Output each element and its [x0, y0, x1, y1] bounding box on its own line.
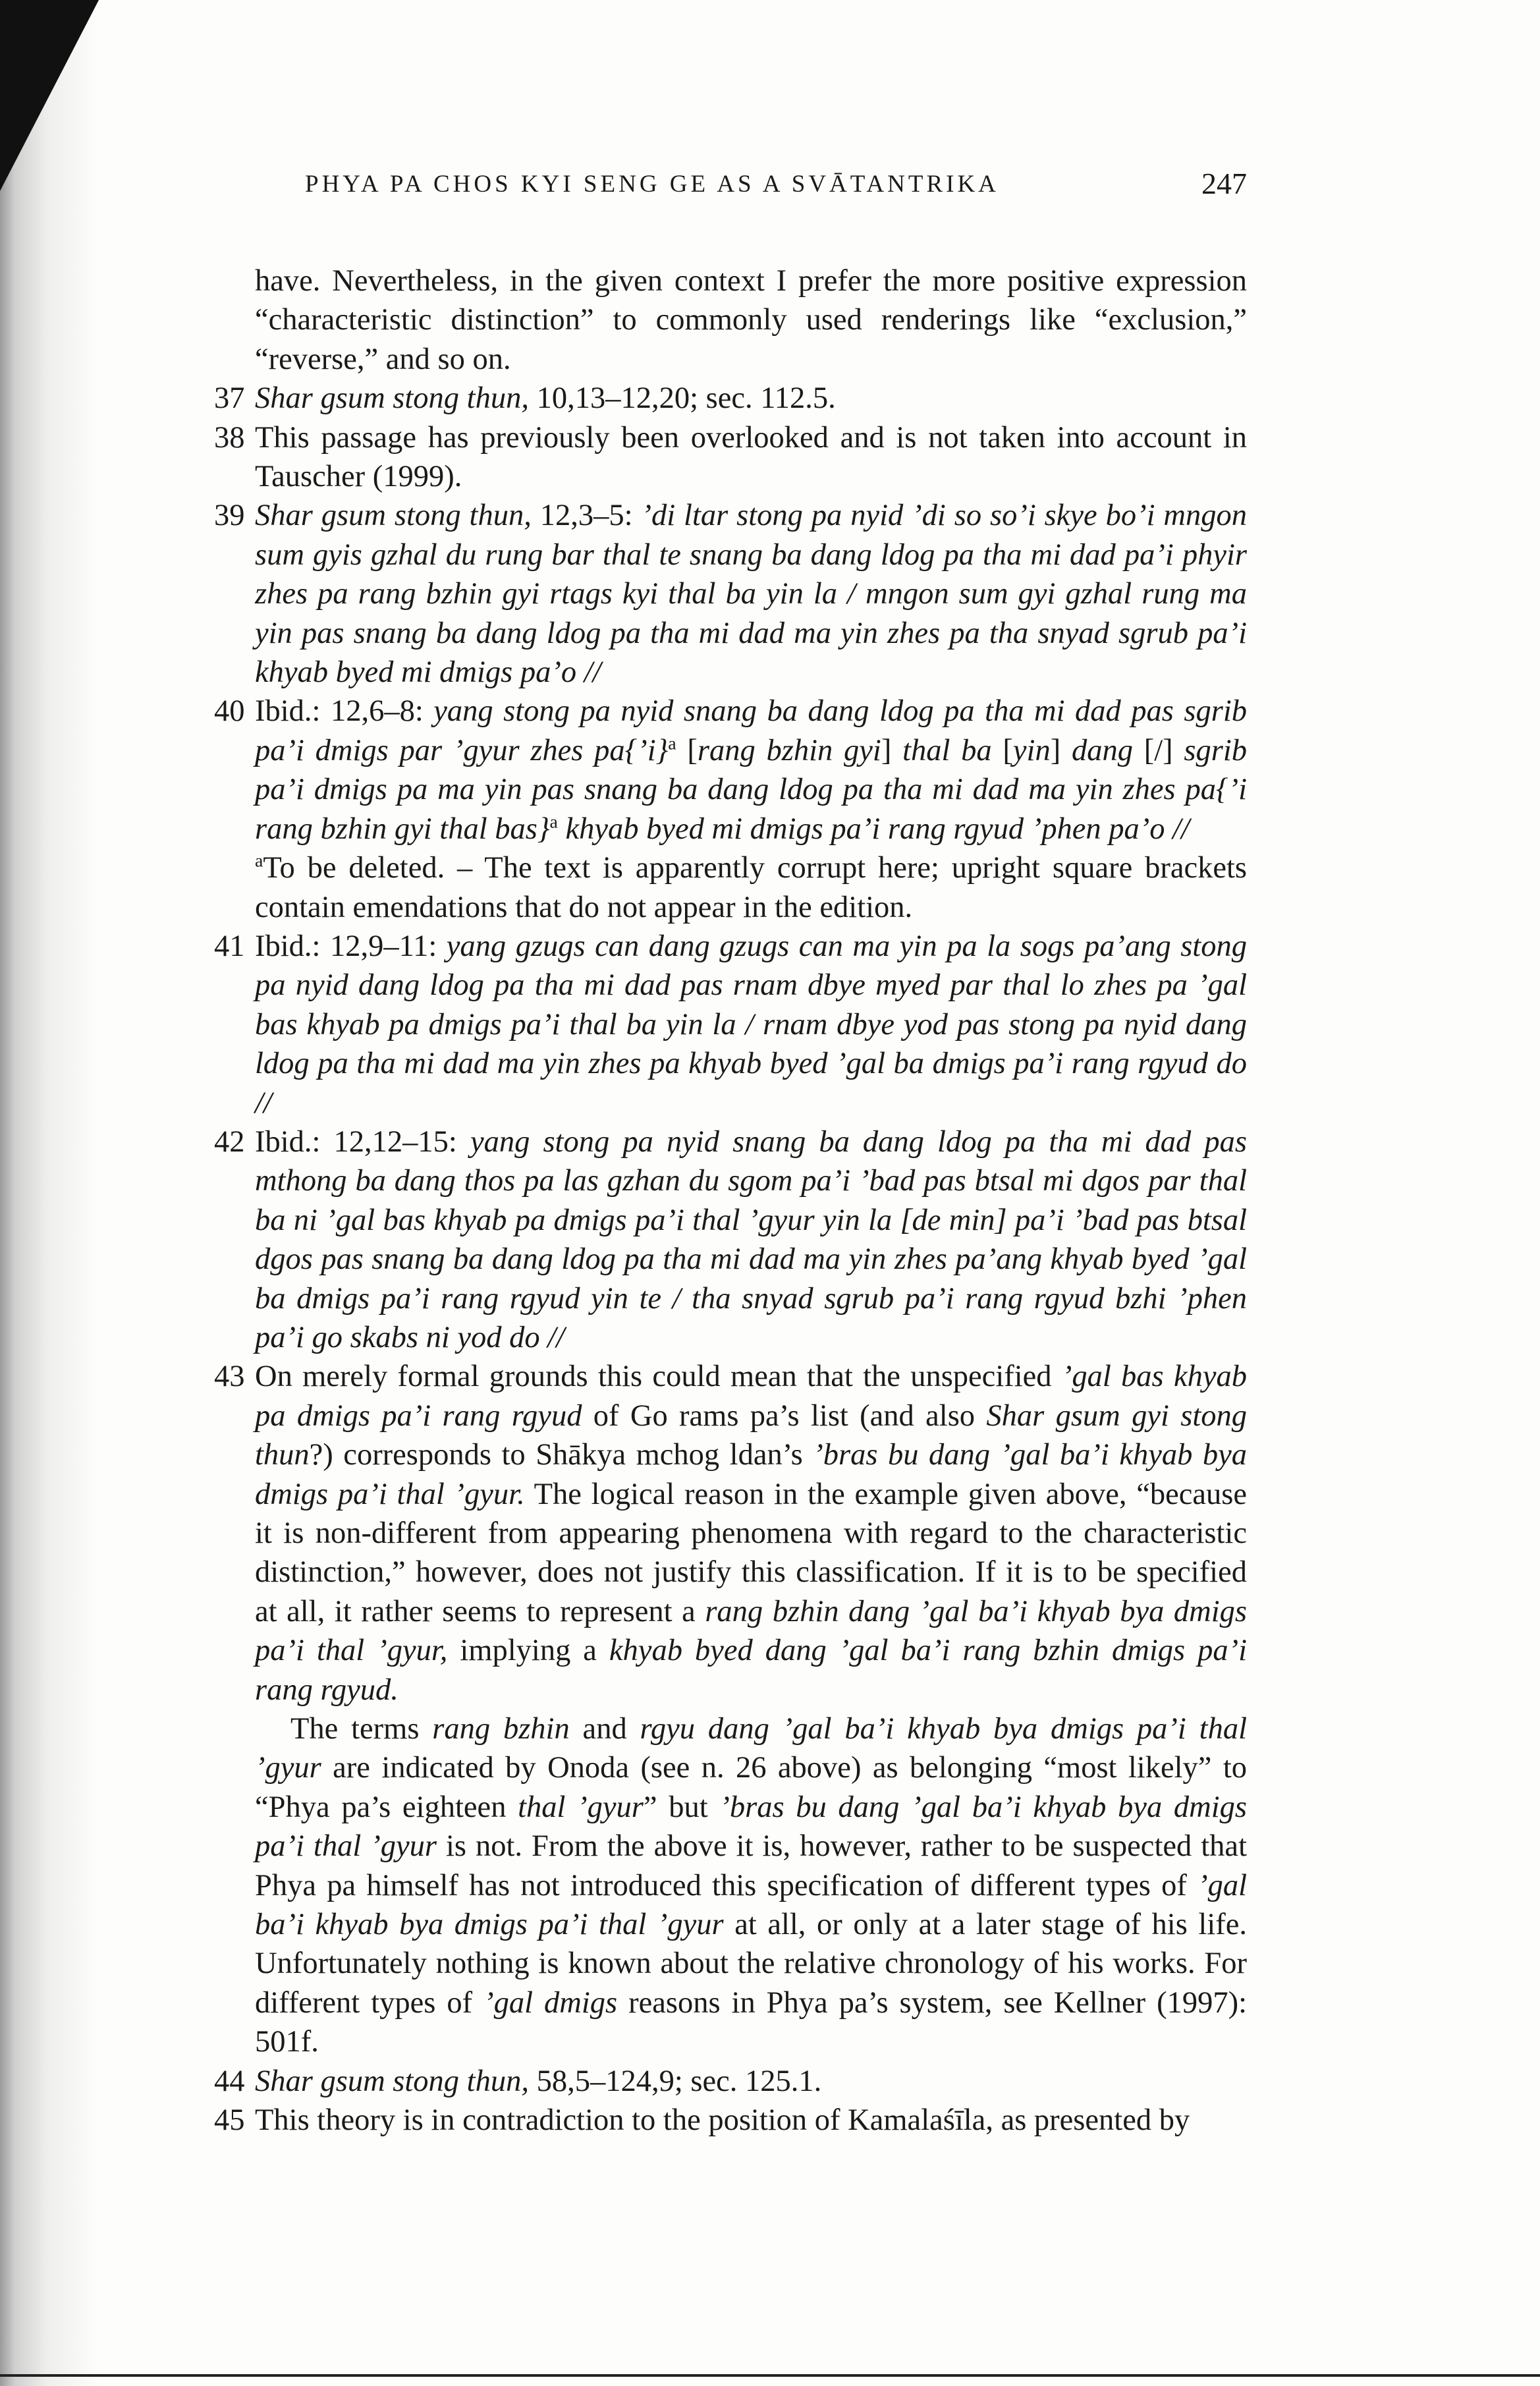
footnote-text: This theory is in contradiction to the position of Kamalaśīla, as presented by — [255, 2103, 1190, 2138]
tibetan-quote: yang stong pa nyid snang ba dang ldog pa tha mi dad pas sgrib pa’i dmigs par ’gyur zhes pa{’i} — [255, 694, 1247, 767]
tibetan-quote: rang bzhin gyi — [697, 733, 881, 767]
scan-shadow — [0, 0, 99, 2386]
tibetan-term: thal ’gyur — [518, 1790, 644, 1824]
tibetan-term: ’gal bas khyab pa dmigs pa’i rang rgyud — [255, 1360, 1247, 1433]
footnote-41 — [215, 927, 1247, 1123]
footnote-40 — [215, 692, 1247, 926]
source-title: Shar gsum stong thun, — [255, 2064, 529, 2098]
tibetan-quote: sgrib pa’i dmigs pa ma yin pas snang ba dang ldog pa tha mi dad ma yin zhes pa{’i rang bzhin gyi thal bas} — [255, 733, 1247, 846]
source-ref: 12,3–5: — [531, 499, 642, 533]
footnote-38 — [215, 418, 1247, 497]
scan-bottom-edge — [0, 2374, 1540, 2377]
footnote-number: 41 — [214, 929, 245, 963]
footnote-paragraph — [255, 1357, 1247, 1709]
tibetan-quote: yang stong pa nyid snang ba dang ldog pa tha mi dad pas mthong ba dang thos pa las gzhan du sgom pa’i ’bad pas btsal mi dgos par thal ba ni ’gal bas khyab pa dmigs pa’i thal ’gyur yin la [de min] pa’i ’bad pas btsal dgos pas snang ba dang ldog pa tha mi dad ma yin zhes pa’ang khyab byed ’gal ba dmigs pa’i rang rgyud yin te / tha snyad sgrub pa’i rang rgyud bzhi ’phen pa’i go skabs ni yod do // — [255, 1124, 1247, 1354]
source-title: Shar gsum stong thun, — [255, 381, 529, 416]
sub-footnote-text: To be deleted. – The text is apparently corrupt here; upright square brackets contain emendations that do not appear in the edition. — [255, 851, 1247, 924]
tibetan-quote: yin — [1012, 733, 1051, 767]
footnote-37 — [215, 379, 1247, 418]
footnote-42 — [215, 1123, 1247, 1357]
text-run: On merely formal grounds this could mean that the unspecified — [255, 1360, 1062, 1394]
tibetan-quote: ’di ltar stong pa nyid ’di so so’i skye bo’i mngon sum gyis gzhal du rung bar thal te snang ba dang ldog pa tha mi dad pa’i phyir zhes pa rang bzhin gyi rtags kyi thal ba yin la / mngon sum gyi gzhal rung ma yin pas snang ba dang ldog pa tha mi dad ma yin zhes pa tha snyad sgrub pa’i khyab byed mi dmigs pa’o // — [255, 499, 1247, 690]
footnote-45 — [215, 2101, 1247, 2140]
tibetan-quote: yang gzugs can dang gzugs can ma yin pa la sogs pa’ang stong pa nyid dang ldog pa tha mi dad pas rnam dbye myed par thal lo zhes pa ’gal bas khyab pa dmigs pa’i thal ba yin la / rnam dbye yod pas stong pa nyid dang ldog pa tha mi dad ma yin zhes pa khyab byed ’gal ba dmigs pa’i rang rgyud do // — [255, 929, 1247, 1120]
source-ref: Ibid.: 12,9–11: — [255, 929, 447, 963]
page-number: 247 — [1201, 167, 1247, 200]
footnote-number: 44 — [214, 2064, 245, 2098]
footnote-43 — [215, 1357, 1247, 2061]
text-run: The terms — [290, 1712, 433, 1746]
text-run: and — [569, 1712, 640, 1746]
source-ref: Ibid.: 12,12–15: — [255, 1124, 470, 1159]
tibetan-term: rgyu dang ’gal ba’i khyab bya dmigs pa’i thal ’gyur — [255, 1712, 1247, 1785]
text-run: ” but — [643, 1790, 720, 1824]
running-title: PHYA PA CHOS KYI SENG GE AS A SVĀTANTRIKA — [305, 171, 999, 198]
footnote-number: 43 — [214, 1360, 245, 1394]
tibetan-quote: dang — [1071, 733, 1133, 767]
tibetan-term: ’bras bu dang ’gal ba’i khyab bya dmigs pa’i thal ’gyur — [255, 1790, 1247, 1864]
bracket: [/] — [1132, 733, 1184, 767]
footnote-number: 39 — [214, 499, 245, 533]
text-run: reasons in Phya pa’s system, see Kellner (1997): 501f. — [255, 1985, 1248, 2059]
text-run: The logical reason in the example given above, “because it is non-different from appearing phenomena with regard to the characteristic distinction,” however, does not justify this classification. If it is to be specified at all, it rather seems to represent a — [255, 1477, 1247, 1628]
footnote-number: 38 — [214, 420, 245, 455]
text-run: is not. From the above it is, however, rather to be suspected that Phya pa himself has not introduced this specification of different types of — [255, 1829, 1247, 1902]
bracket: [ — [676, 733, 698, 767]
tibetan-term: rang bzhin dang ’gal ba’i khyab bya dmigs pa’i thal ’gyur, — [255, 1594, 1247, 1668]
footnote-number: 40 — [214, 694, 245, 729]
tibetan-term: Shar gsum gyi stong thun — [255, 1399, 1247, 1472]
text-run: of Go rams pa’s list (and also — [582, 1399, 987, 1433]
text-run: are indicated by Onoda (see n. 26 above) as belonging “most likely” to “Phya pa’s eighteen — [255, 1751, 1247, 1824]
footnote-number: 42 — [214, 1124, 245, 1159]
footnote-44 — [215, 2062, 1247, 2101]
tibetan-term: khyab byed dang ’gal ba’i rang bzhin dmigs pa’i rang rgyud. — [255, 1634, 1247, 1707]
text-run: at all, or only at a later stage of his life. Unfortunately nothing is known about the relative chronology of his works. For different types of — [255, 1908, 1247, 2020]
scan-corner — [0, 0, 99, 191]
sub-footnote — [255, 848, 1247, 927]
bracket: [ — [991, 733, 1013, 767]
running-header — [305, 167, 1247, 209]
footnotes-body — [215, 262, 1247, 2140]
continuation-text: have. Nevertheless, in the given context I prefer the more positive expression “characteristic distinction” to commonly used renderings like “exclusion,” “reverse,” and so on. — [255, 264, 1247, 376]
tibetan-term: rang bzhin — [432, 1712, 570, 1746]
footnote-number: 45 — [214, 2103, 245, 2138]
source-ref: 10,13–12,20; sec. 112.5. — [528, 381, 836, 416]
footnote-39 — [215, 496, 1247, 692]
tibetan-term: ’gal dmigs — [483, 1985, 618, 2020]
footnote-paragraph — [255, 1709, 1247, 2062]
tibetan-term: ’gal ba’i khyab bya dmigs pa’i thal ’gyur — [255, 1868, 1247, 1942]
note-marker: a — [255, 850, 263, 872]
tibetan-quote: thal ba — [902, 733, 992, 767]
text-run: ?) corresponds to Shākya mchog ldan’s — [309, 1438, 813, 1472]
text-run: implying a — [447, 1634, 609, 1668]
note-marker: a — [668, 733, 676, 754]
note-marker: a — [549, 812, 558, 833]
source-ref: Ibid.: 12,6–8: — [255, 694, 434, 729]
footnote-text: This passage has previously been overlooked and is not taken into account in Tauscher (1999). — [255, 420, 1247, 494]
source-title: Shar gsum stong thun, — [255, 499, 532, 533]
bracket: ] — [881, 733, 903, 767]
tibetan-term: ’bras bu dang ’gal ba’i khyab bya dmigs pa’i thal ’gyur. — [255, 1438, 1247, 1511]
tibetan-quote: khyab byed mi dmigs pa’i rang rgyud ’phen pa’o // — [557, 812, 1190, 846]
bracket: ] — [1050, 733, 1072, 767]
note-continuation — [215, 262, 1247, 379]
footnote-number: 37 — [214, 381, 245, 416]
source-ref: 58,5–124,9; sec. 125.1. — [528, 2064, 822, 2098]
